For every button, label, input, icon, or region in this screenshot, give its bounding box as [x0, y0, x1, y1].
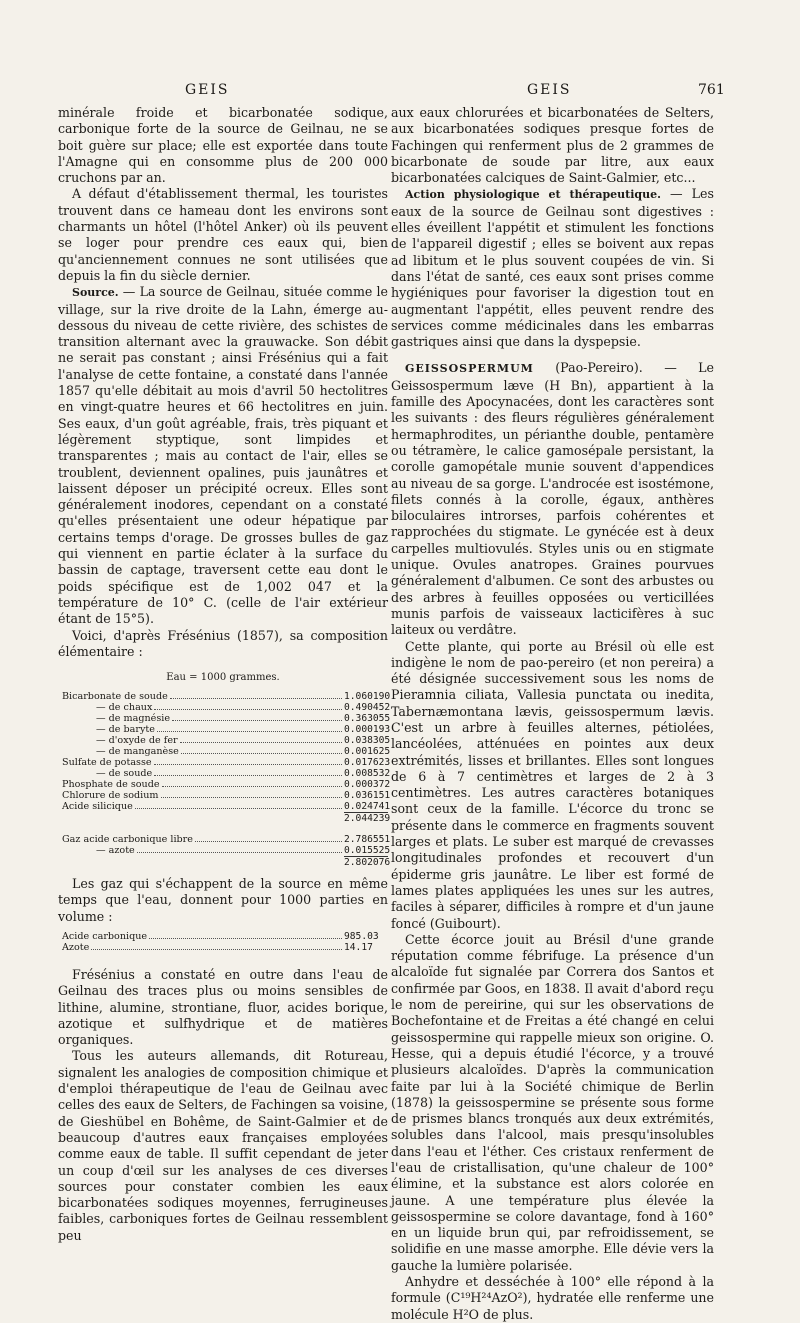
paragraph-text: — La source de Geilnau, située comme le village, sur la rive droite de la Lahn, émerge au-dessous du niveau de cette rivière, des schistes de transition alternant avec la grauwacke. Son débit ne serait pas constant ; ainsi Frésénius qui a fait l'analyse de cette fontaine, a constaté dans l'année 1857 qu'elle débitait au mois d'avril 50 hectolitres en vingt-quatre heures et 66 hectolitres en juin. Ses eaux, d'un goût agréable, frais, très piquant et légèrement styptique, sont limpides et transparentes ; mais au contact de l'air, elles se troublent, deviennent opalines, puis jaunâtres et laissent déposer un précipité ocreux. Elles sont généralement inodores, cependant on a constaté qu'elles présentaient une odeur hépatique par certains temps d'orage. De grosses bulles de gaz qui viennent en partie éclater à la surface du bassin de captage, traversent cette eau dont le poids spécifique est de 1,002 047 et la température de 10° C. (celle de l'air extérieur étant de 15°5). [58, 284, 388, 627]
table-row [58, 746, 391, 758]
paragraph [391, 360, 714, 638]
table-cell-label: Phosphate de soude [62, 779, 160, 791]
paragraph [58, 284, 388, 627]
table-cell-value: 0.038305 [344, 735, 391, 747]
table-cell-label: — de manganèse [96, 746, 179, 758]
leader-dots [135, 808, 342, 809]
table-cell-label: Acide carbonique [62, 930, 148, 942]
table-cell-label: — de soude [96, 768, 153, 780]
table-row [58, 834, 391, 846]
paragraph: Les gaz qui s'échappent de la source en même temps que l'eau, donnent pour 1000 parties en volume : [58, 876, 388, 924]
section-label-source: Source. [72, 286, 119, 300]
table-cell-value: 0.000193 [344, 724, 391, 736]
composition-table [58, 672, 391, 869]
paragraph: minérale froide et bicarbonatée sodique, carbonique forte de la source de Geilnau, ne se boit guère sur place; elle est exportée dans toute l'Amagne qui en consomme plus de 200 000 cruchons par an. [58, 105, 388, 186]
paragraph: Frésénius a constaté en outre dans l'eau de Geilnau des traces plus ou moins sensibles de lithine, alumine, strontiane, fluor, acides borique, azotique et sulfhydrique et de matières organiques. [58, 966, 388, 1048]
table-cell-value: 0.024741 [344, 801, 391, 813]
running-header-left: GEIS [185, 82, 230, 98]
table-cell-label: — azote [96, 845, 135, 857]
leader-dots [195, 841, 342, 842]
paragraph: A défaut d'établissement thermal, les touristes trouvent dans ce hameau dont les environs sont charmants un hôtel (l'hôtel Anker) où ils peuvent se loger pour prendre ces eaux qui, bien qu'anciennement connues ne sont utilisées que depuis la fin du siècle dernier. [58, 186, 388, 283]
leader-dots [154, 775, 342, 776]
table-cell-value: 0.490452 [344, 702, 391, 714]
table-cell-label: — de baryte [96, 724, 155, 736]
table-cell-label: Chlorure de sodium [62, 790, 159, 802]
table-row [58, 702, 391, 714]
table-body [58, 691, 391, 813]
leader-dots [161, 797, 343, 798]
table-row [58, 942, 388, 953]
section-label-action: Action physiologique et thérapeutique. [405, 188, 661, 202]
table-row [58, 735, 391, 747]
paragraph [391, 186, 714, 350]
table-cell-label: Gaz acide carbonique libre [62, 834, 193, 846]
table-body [58, 931, 388, 953]
table-total-row [58, 856, 391, 869]
entry-headword: GEISSOSPERMUM [405, 362, 534, 376]
table-caption: Eau = 1000 grammes. [166, 672, 280, 684]
table-row [58, 713, 391, 725]
table-row [58, 757, 391, 769]
table-cell-value: 0.015525 [344, 845, 391, 857]
table-row [58, 779, 391, 791]
table-total: 2.044239 [344, 813, 391, 825]
table-cell-value: 985.03 [344, 930, 379, 942]
table-row [58, 931, 388, 942]
leader-dots [181, 753, 342, 754]
paragraph: Voici, d'après Frésénius (1857), sa composition élémentaire : [58, 627, 388, 659]
table-cell-label: Acide silicique [62, 801, 133, 813]
table-cell-label: Bicarbonate de soude [62, 691, 168, 703]
table-cell-label: — d'oxyde de fer [96, 735, 178, 747]
leader-dots [180, 742, 342, 743]
table-total: 2.802076 [344, 857, 391, 869]
table-cell-value: 1.060190 [344, 691, 391, 703]
table-cell-label: — de magnésie [96, 713, 170, 725]
leader-dots [172, 720, 342, 721]
leader-dots [170, 698, 342, 699]
page-number: 761 [698, 82, 725, 98]
table-cell-value: 0.017623 [344, 757, 391, 769]
leader-dots [162, 786, 342, 787]
gas-table [58, 931, 388, 953]
table-cell-value: 0.363055 [344, 713, 391, 725]
leader-dots [157, 731, 342, 732]
table-row [58, 724, 391, 736]
table-cell-value: 2.786551 [344, 834, 391, 846]
paragraph: Cette plante, qui porte au Brésil où elle est indigène le nom de pao-pereiro (et non pereira) a été désignée successivement sous les noms de Pieramnia ciliata, Vallesia punctata ou inedita, Tabernæmontana lævis, geissospermum lævis. C'est un arbre à feuilles alternes, pétiolées, lancéolées, atténuées en pointes aux deux extrémités, lisses et brillantes. Elles sont longues de 6 à 7 centimètres et larges de 2 à 3 centimètres. Les autres caractères botaniques sont ceux de la famille. L'écorce du tronc se présente dans le commerce en fragments souvent larges et plats. Le suber est marqué de crevasses longitudinales profondes et recouvert d'un épiderme gris jaunâtre. Le liber est formé de lames plates appliquées les unes sur les autres, faciles à séparer, difficiles à rompre et d'un jaune foncé (Guibourt). [391, 638, 714, 931]
paragraph: Cette écorce jouit au Brésil d'une grande réputation comme fébrifuge. La présence d'un alcaloïde fut signalée par Correra dos Santos et confirmée par Goos, en 1838. Il avait d'abord reçu le nom de pereirine, qui sur les observations de Bochefontaine et de Freitas a été changé en celui geissospermine qui rappelle mieux son origine. O. Hesse, qui a depuis étudié l'écorce, y a trouvé plusieurs alcaloïdes. D'après la communication faite par lui à la Société chimique de Berlin (1878) la geissospermine se présente sous forme de prismes blancs tronqués aux deux extrémités, solubles dans l'alcool, mais presqu'insolubles dans l'eau et l'éther. Ces cristaux renferment de l'eau de cristallisation, qu'une chaleur de 100° élimine, et la substance est alors colorée en jaune. A une température plus élevée la geissospermine se colore davantage, fond à 160° en un liquide brun qui, par refroidissement, se solidifie en une masse amorphe. Elle dévie vers la gauche la lumière polarisée. [391, 931, 714, 1273]
paragraph-text: (Pao-Pereiro). — Le Geissospermum læve (H Bn), appartient à la famille des Apocynacées, dont les caractères sont les suivants : des fleurs régulières généralement hermaphrodites, un périanthe double, pentamère ou tétramère, le calice gamosépale persistant, la corolle gamopétale munie souvent d'appendices au niveau de sa gorge. L'androcée est isostémone, filets connés à la corolle, égaux, anthères biloculaires introrses, parfois cohérentes et rapprochées du stigmate. Le gynécée est à deux carpelles multiovulés. Styles unis ou en stigmate unique. Ovules anatropes. Graines pourvues généralement d'albumen. Ce sont des arbustes ou des arbres à feuilles opposées ou verticillées munis parfois de vaisseaux lacticifères à suc laiteux ou verdâtre. [391, 360, 714, 638]
table-cell-label: Azote [62, 941, 90, 953]
running-header-center: GEIS [527, 82, 572, 98]
table-row [58, 790, 391, 802]
table-cell-value: 0.000372 [344, 779, 391, 791]
paragraph-text: — Les eaux de la source de Geilnau sont digestives : elles éveillent l'appétit et stimulent les fonctions de l'appareil digestif ; elles se boivent aux repas ad libitum et le plus souvent coupées de vin. Si dans l'état de santé, ces eaux sont prises comme hygiéniques pour favoriser la digestion tout en augmentant l'appétit, elles peuvent rendre des services comme médicinales dans les embarras gastriques ainsi que dans la dyspepsie. [391, 186, 714, 350]
table-row [58, 845, 391, 857]
table-row [58, 768, 391, 780]
table-cell-value: 14.17 [344, 941, 373, 953]
paragraph: Tous les auteurs allemands, dit Rotureau, signalent les analogies de composition chimique et d'emploi thérapeutique de l'eau de Geilnau avec celles des eaux de Selters, de Fachingen sa voisine, de Gieshübel en Bohême, de Saint-Galmier et de beaucoup d'autres eaux françaises employées comme eaux de table. Il suffit cependant de jeter un coup d'œil sur les analyses de ces diverses sources pour constater combien les eaux bicarbonatées sodiques moyennes, ferrugineuses faibles, carboniques fortes de Geilnau ressemblent peu [58, 1048, 388, 1243]
table-row [58, 801, 391, 813]
table-cell-value: 0.001625 [344, 746, 391, 758]
table-cell-value: 0.008532 [344, 768, 391, 780]
leader-dots [154, 764, 342, 765]
leader-dots [91, 949, 342, 950]
right-column [391, 105, 714, 1323]
table-cell-label: Sulfate de potasse [62, 757, 152, 769]
table-cell-label: — de chaux [96, 702, 153, 714]
left-column [58, 105, 391, 1244]
leader-dots [137, 852, 342, 853]
leader-dots [149, 938, 342, 939]
leader-dots [154, 709, 342, 710]
paragraph: aux eaux chlorurées et bicarbonatées de Selters, aux bicarbonatées sodiques presque fortes de Fachingen qui renferment plus de 2 grammes de bicarbonate de soude par litre, aux eaux bicarbonatées calciques de Saint-Galmier, etc... [391, 105, 714, 186]
table-cell-value: 0.036151 [344, 790, 391, 802]
table-body [58, 834, 391, 857]
table-row [58, 691, 391, 703]
table-total-row [58, 812, 391, 825]
paragraph: Anhydre et desséchée à 100° elle répond à la formule (C¹⁹H²⁴AzO²), hydratée elle renferme une molécule H²O de plus. [391, 1274, 714, 1322]
